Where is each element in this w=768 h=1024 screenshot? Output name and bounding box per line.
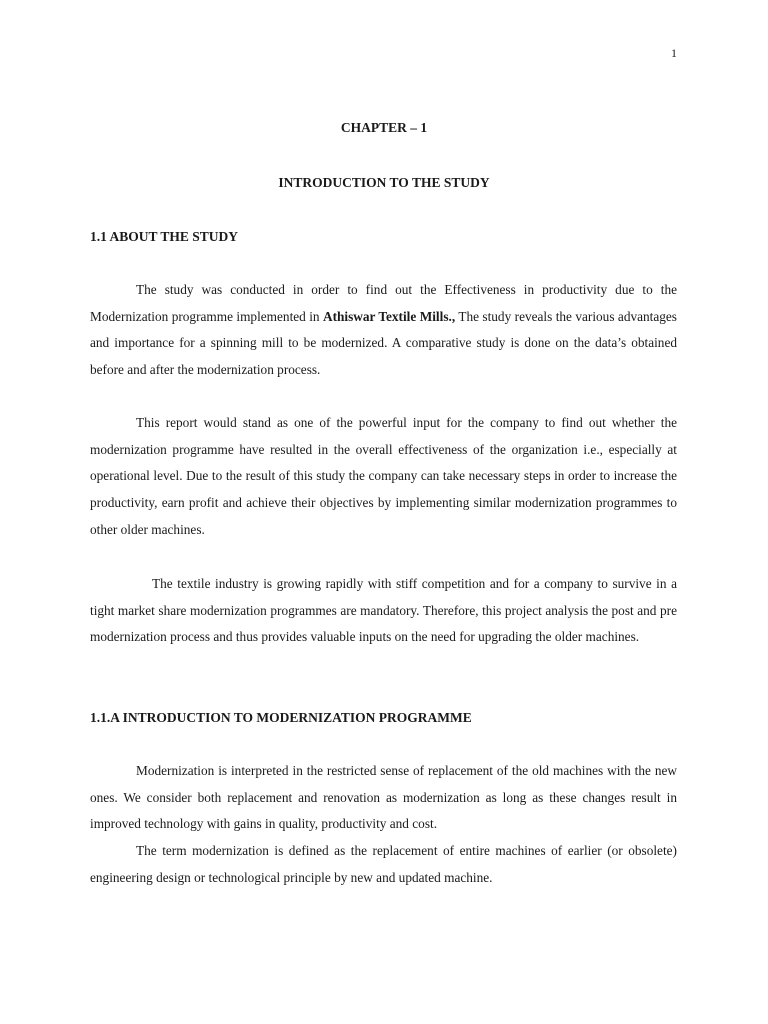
paragraph-modernization-definition: Modernization is interpreted in the restricted sense of replacement of the old machines with the new ones. We consider both replacement and renovation as modernization as long as these changes result in improved technology with gains in quality, productivity and cost. bbox=[90, 763, 677, 832]
company-name: Athiswar Textile Mills., bbox=[322, 308, 456, 324]
paragraph-textile-industry: The textile industry is growing rapidly with stiff competition and for a company to survive in a tight market share modernization programmes are mandatory. Therefore, this project analysis the post and pre modernization process and thus provides valuable inputs on the need for upgrading the older machines. bbox=[90, 576, 677, 645]
paragraph-text: The study reveals the various advantages and importance for a spinning mill to be modernized. A comparative study is done on the data’s obtained before and after the modernization process. bbox=[90, 308, 677, 378]
paragraph-text: The study was conducted in order to find out the Effectiveness in productivity due to the Modernization programme implemented in bbox=[90, 282, 677, 324]
chapter-heading: CHAPTER – 1 bbox=[340, 120, 428, 135]
page-title: INTRODUCTION TO THE STUDY bbox=[278, 175, 490, 190]
section-heading-modernization: 1.1.A INTRODUCTION TO MODERNIZATION PROGRAMME bbox=[90, 710, 472, 725]
page-number: 1 bbox=[671, 46, 677, 60]
paragraph-modernization-term: The term modernization is defined as the replacement of entire machines of earlier (or obsolete) engineering design or technological principle by new and updated machine. bbox=[90, 843, 677, 885]
paragraph-report-input: This report would stand as one of the powerful input for the company to find out whether the modernization programme have resulted in the overall effectiveness of the organization i.e., especially at operational level. Due to the result of this study the company can take necessary steps in order to increase the productivity, earn profit and achieve their objectives by implementing similar modernization programmes to other older machines. bbox=[90, 415, 677, 537]
section-heading-about-study: 1.1 ABOUT THE STUDY bbox=[90, 229, 239, 244]
paragraph-study-purpose bbox=[90, 277, 677, 384]
